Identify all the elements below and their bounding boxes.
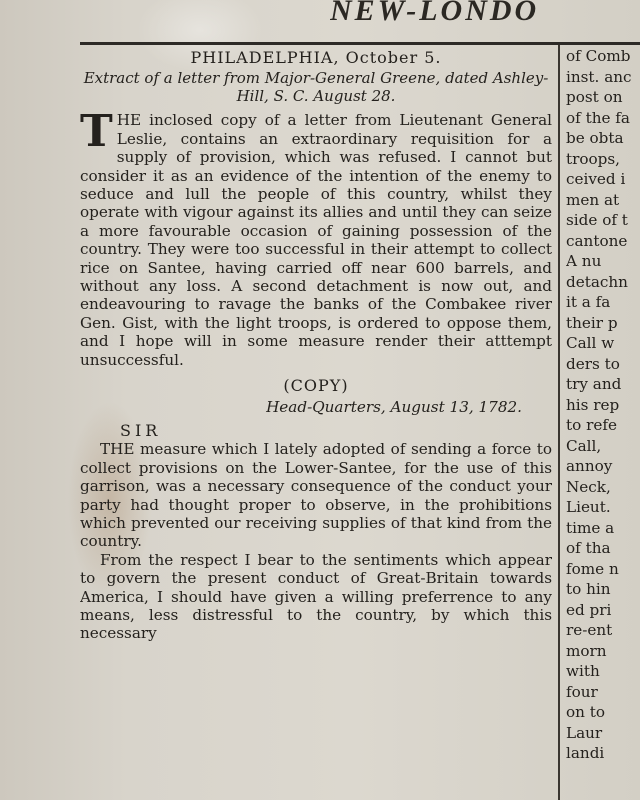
side-column-line: their p: [566, 313, 618, 332]
adjacent-column: [566, 46, 640, 800]
column-divider: [558, 45, 560, 800]
side-column-line: cantone: [566, 231, 628, 250]
side-column-line: re-ent: [566, 621, 613, 639]
side-column-line: morn: [566, 641, 607, 660]
side-column-line: landi: [566, 744, 605, 762]
side-column-line: to refe: [566, 416, 617, 434]
drop-cap: T: [80, 106, 113, 158]
side-column-line: to hin: [566, 580, 611, 598]
side-column-line: on to: [566, 703, 605, 721]
side-column-line: post on: [566, 88, 623, 106]
headquarters-line: Head-Quarters, August 13, 1782.: [266, 397, 522, 416]
side-column-line: troops,: [566, 149, 620, 168]
side-column-line: side of t: [566, 211, 628, 229]
side-column-line: Laur: [566, 723, 603, 742]
side-column-line: it a fa: [566, 293, 611, 311]
salutation: SIR: [120, 420, 162, 440]
side-column-line: Neck,: [566, 477, 611, 496]
main-column: [80, 49, 552, 800]
side-column-line: four: [566, 682, 598, 701]
side-column-line: inst. anc: [566, 67, 632, 86]
side-column-line: be obta: [566, 129, 624, 147]
dateline: PHILADELPHIA, October 5.: [190, 49, 442, 67]
side-column-line: A nu: [566, 252, 602, 270]
paragraph-2: THE measure which I lately adopted of sending a force to collect provisions on the Lower-Santee, for the use of this garrison, was a necessary consequence of the conduct your party had thought proper to observe, in the prohibitions which prevented our receiving supplies of that kind from the country.: [80, 440, 552, 551]
side-column-line: ders to: [566, 354, 620, 373]
side-column-line: fome n: [566, 559, 619, 578]
side-column-line: of tha: [566, 539, 611, 557]
side-column-line: Lieut.: [566, 498, 611, 516]
masthead-title: NEW-LONDO: [330, 0, 540, 27]
side-column-line: Call,: [566, 436, 602, 455]
side-column-line: try and: [566, 375, 622, 393]
header-rule: [80, 42, 640, 45]
paragraph-3: From the respect I bear to the sentiments which appear to govern the present conduct of Great-Britain towards America, I should have given a willing preferrence to any means, less distressful to the country, by which this necessary: [80, 550, 552, 643]
side-column-line: Call w: [566, 334, 615, 352]
side-column-line: time a: [566, 518, 615, 537]
side-column-line: ceived i: [566, 170, 626, 188]
paragraph-1: [80, 106, 552, 369]
side-column-line: annoy: [566, 457, 613, 475]
copy-heading: (COPY): [283, 376, 349, 396]
letter-intro: Extract of a letter from Major-General Greene, dated Ashley-Hill, S. C. August 28.: [83, 69, 549, 106]
side-column-line: his rep: [566, 395, 620, 414]
side-column-line: ed pri: [566, 600, 612, 619]
side-column-line: with: [566, 662, 600, 680]
side-column-line: detachn: [566, 272, 628, 291]
side-column-line: of the fa: [566, 108, 630, 127]
side-column-line: of Comb: [566, 47, 631, 65]
paragraph-1-text: HE inclosed copy of a letter from Lieutenant General Leslie, contains an extraordinary requisition for a supply of provision, which was refused. I cannot but consider it as an evidence of the intention of the enemy to seduce and lull the people of this country, whilst they operate with vigour against its allies and until they can seize a more favourable occasion of gaining possession of the country. They were too successful in their attempt to collect rice on Santee, having carried off near 600 barrels, and without any loss. A second detachment is now out, and endeavouring to ravage the banks of the Combakee river Gen. Gist, with the light troops, is ordered to oppose them, and I hope will in some measure render their atttempt unsuccessful.: [80, 111, 552, 369]
side-column-line: men at: [566, 190, 620, 209]
